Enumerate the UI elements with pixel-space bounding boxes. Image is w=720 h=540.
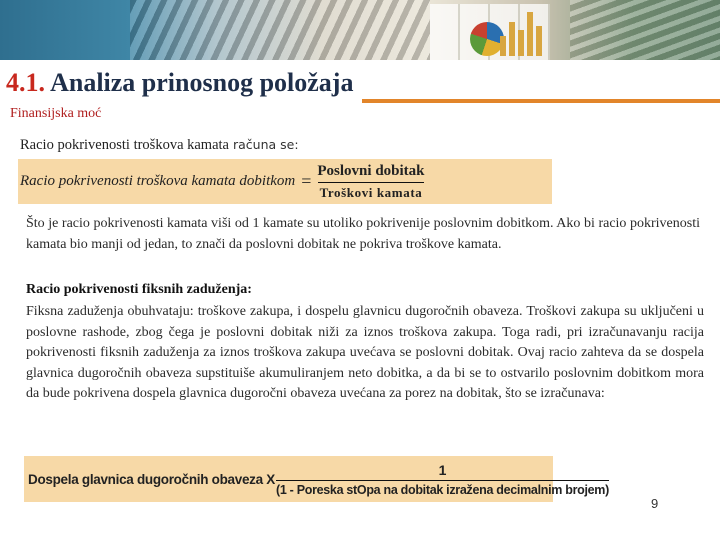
header-banner-image	[0, 0, 720, 60]
pie-chart-graphic	[470, 22, 504, 56]
formula2-fraction	[276, 462, 609, 497]
intro-rest: računa se:	[229, 137, 299, 152]
formula-numerator: Poslovni dobitak	[317, 162, 425, 179]
formula-denominator: Troškovi kamata	[318, 182, 425, 201]
bar-graphic	[500, 36, 506, 56]
page-number: 9	[651, 496, 659, 511]
interest-coverage-formula	[18, 159, 552, 204]
subtitle: Finansijska moć	[10, 106, 102, 121]
bar-graphic	[509, 22, 515, 56]
bar-graphic	[536, 26, 542, 56]
formula-lhs: Racio pokrivenosti troškova kamata dobitkom	[20, 173, 296, 189]
slide-title	[6, 68, 353, 98]
paragraph-interest-coverage: Što je racio pokrivenosti kamata viši od 1 kamate su utoliko pokrivenije poslovnim dobitkom. Ako bi racio pokrivenosti kamata bio manji od jedan, to znači da poslovni dobitak ne pokriva troškove kamata.	[26, 216, 700, 252]
formula2-denominator: (1 - Poreska stOpa na dobitak izražena decimalnim brojem)	[276, 480, 609, 497]
formula-equals: =	[301, 171, 312, 191]
banner-texture-right	[570, 0, 720, 60]
title-underline	[362, 99, 720, 103]
formula2-numerator: 1	[438, 461, 447, 478]
bar-graphic	[518, 30, 524, 56]
fixed-charges-heading: Racio pokrivenosti fiksnih zaduženja:	[26, 282, 252, 297]
title-number: 4.1.	[6, 68, 45, 97]
banner-texture	[130, 0, 430, 60]
principal-adjustment-formula	[24, 456, 609, 502]
intro-term: Racio pokrivenosti troškova kamata	[20, 137, 229, 153]
formula2-lhs: Dospela glavnica dugoročnih obaveza X	[28, 471, 275, 487]
bar-graphic	[527, 12, 533, 56]
formula-fraction	[315, 163, 426, 201]
intro-line	[20, 137, 299, 154]
paragraph-fixed-charges: Fiksna zaduženja obuhvataju: troškove zakupa, i dospelu glavnicu dugoročnih obaveza. Troškovi zakupa su uključeni u poslovne rashode, zbog čega je poslovni dobitak niži za iznos troškova zakupa. Toga radi, pri izračunavanju racija pokrivenosti fiksnih zaduženja za iznos troškova zakupa uvećava se poslovni dobitak. Ovaj racio zahteva da se dospela glavnica dugoročnih obaveza supstituiše akumuliranjem neto dobitka, a da bi se to ostvarilo poslovnim dobitkom mora da bude pokrivena dospela glavnica dugoročni obaveza uvećana za porez na dobitak, što se izračunava:	[26, 304, 704, 401]
bar-chart-graphic	[500, 6, 560, 56]
title-text: Analiza prinosnog položaja	[50, 68, 354, 97]
